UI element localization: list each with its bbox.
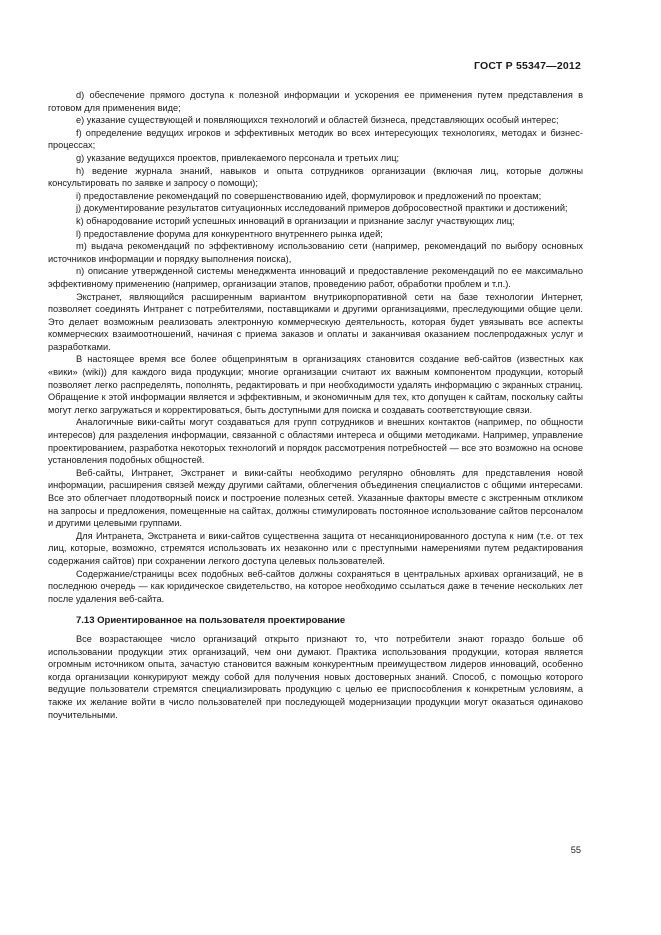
paragraph-archiving: Содержание/страницы всех подобных веб-сайтов должны сохраняться в центральных архивах организаций, не в последнюю очередь — как юридическое свидетельство, на которое необходимо ссылаться даже в течение нескольких лет после удаления веб-сайта. [48,568,583,604]
list-item-f: f) определение ведущих игроков и эффективных методик во всех интересующих технологиях, методах и бизнес-процессах; [48,127,583,151]
document-body [48,89,583,721]
paragraph-wiki-sites: В настоящее время все более общепринятым в организациях становится создание веб-сайтов (известных как «вики» (wiki)) для каждого вида продукции; многие организации считают их важным компонентом продукции, который позволяет легко распределять, пополнять, редактировать и при необходимости удалять информацию с экранных страниц. Обращение к этой информации является и эффективным, и экономичным для тех, кто допущен к сайтам, поскольку сайты могут легко загружаться и корректироваться, быть доступными для поиска и создавать соответствующие связи. [48,354,583,415]
list-item-e: e) указание существующей и появляющихся технологий и областей бизнеса, представляющих особый интерес; [76,115,559,126]
paragraph-access-protection: Для Интранета, Экстранета и вики-сайтов существенна защита от несанкционированного доступа к ним (т.е. от тех лиц, которые, возможно, стремятся использовать их незаконно или с преступными намерениями путем редактирования содержания сайтов) при сохранении легкого доступа целевых пользователей. [48,530,583,566]
list-item-k: k) обнародование историй успешных инноваций в организации и признание заслуг участвующих лиц; [76,215,515,226]
paragraph-extranet: Экстранет, являющийся расширенным вариантом внутрикорпоративной сети на базе технологии Интернет, позволяет соединять Интранет с потребителями, поставщиками и другими организациями, преследующими общие цели. Это делает возможным реализовать электронную коммерческую деятельность, которая будет увязывать все аспекты коммерческих взаимоотношений, начиная с приема заказов и оплаты и заканчивая оказанием послепродажных услуг и разработками. [48,291,583,352]
list-item-n: n) описание утвержденной системы менеджмента инноваций и предоставление рекомендаций по ее максимально эффективному применению (например, организации этапов, проведению работ, обработки проблем и т.п.). [48,266,583,289]
list-item-d: d) обеспечение прямого доступа к полезной информации и ускорения ее применения путем представления в готовом для применения виде; [48,90,583,113]
list-item-g: g) указание ведущихся проектов, привлекаемого персонала и третьих лиц; [76,152,400,163]
paragraph-site-updates: Веб-сайты, Интранет, Экстранет и вики-сайты необходимо регулярно обновлять для представления новой информации, расширения связей между другими сайтами, облегчения объединения специалистов с общими интересами. Все это облегчает плодотворный поиск и построение полезных сетей. Указанные факторы вместе с экстренным откликом на запросы и предложения, помещенные на сайтах, должны стимулировать постоянное использование сайтов персоналом и другими целевыми группами. [48,467,583,529]
list-item-m: m) выдача рекомендаций по эффективному использованию сети (например, рекомендаций по выбору основных источников информации и порядку выполнения поиска), [48,241,583,264]
section-heading: 7.13 Ориентированное на пользователя проектирование [76,615,346,627]
list-item-i: i) предоставление рекомендаций по совершенствованию идей, формулировок и предложений по проектам; [76,190,542,201]
section-paragraph: Все возрастающее число организаций открыто признают то, что потребители знают гораздо больше об использовании продукции этих организаций, чем они думают. Практика использования продукции, которая является огромным источником опыта, зачастую становится важным конкурентным преимуществом лидеров инноваций, особенно когда организации конкурируют между собой для получения новых достоверных знаний. Способ, с помощью которого ведущие пользователи стремятся специализировать продукцию с целью ее приспособления к конкретным условиям, а также их желание войти в число пользователей при последующей модернизации продукции могут оказаться одинаково поучительными. [48,633,583,720]
page-number: 55 [570,845,581,855]
list-item-j: j) документирование результатов ситуационных исследований примеров добросовестной практики и достижений; [76,203,568,214]
paragraph-wiki-groups: Аналогичные вики-сайты могут создаваться для групп сотрудников и внешних контактов (например, по общности интересов) для разделения информации, связанной с областями интереса и общими методиками. Например, управление проектированием, разработка некоторых технологий и порядок рассмотрения потребностей — все это возможно на основе установления подобных общностей. [48,417,583,466]
list-item-l: l) предоставление форума для конкурентного внутреннего рынка идей; [76,228,383,239]
document-header: ГОСТ Р 55347—2012 [473,60,581,72]
list-item-h: h) ведение журнала знаний, навыков и опыта сотрудников организации (включая лиц, которые должны консультировать по заявке и запросу о помощи); [48,165,583,189]
